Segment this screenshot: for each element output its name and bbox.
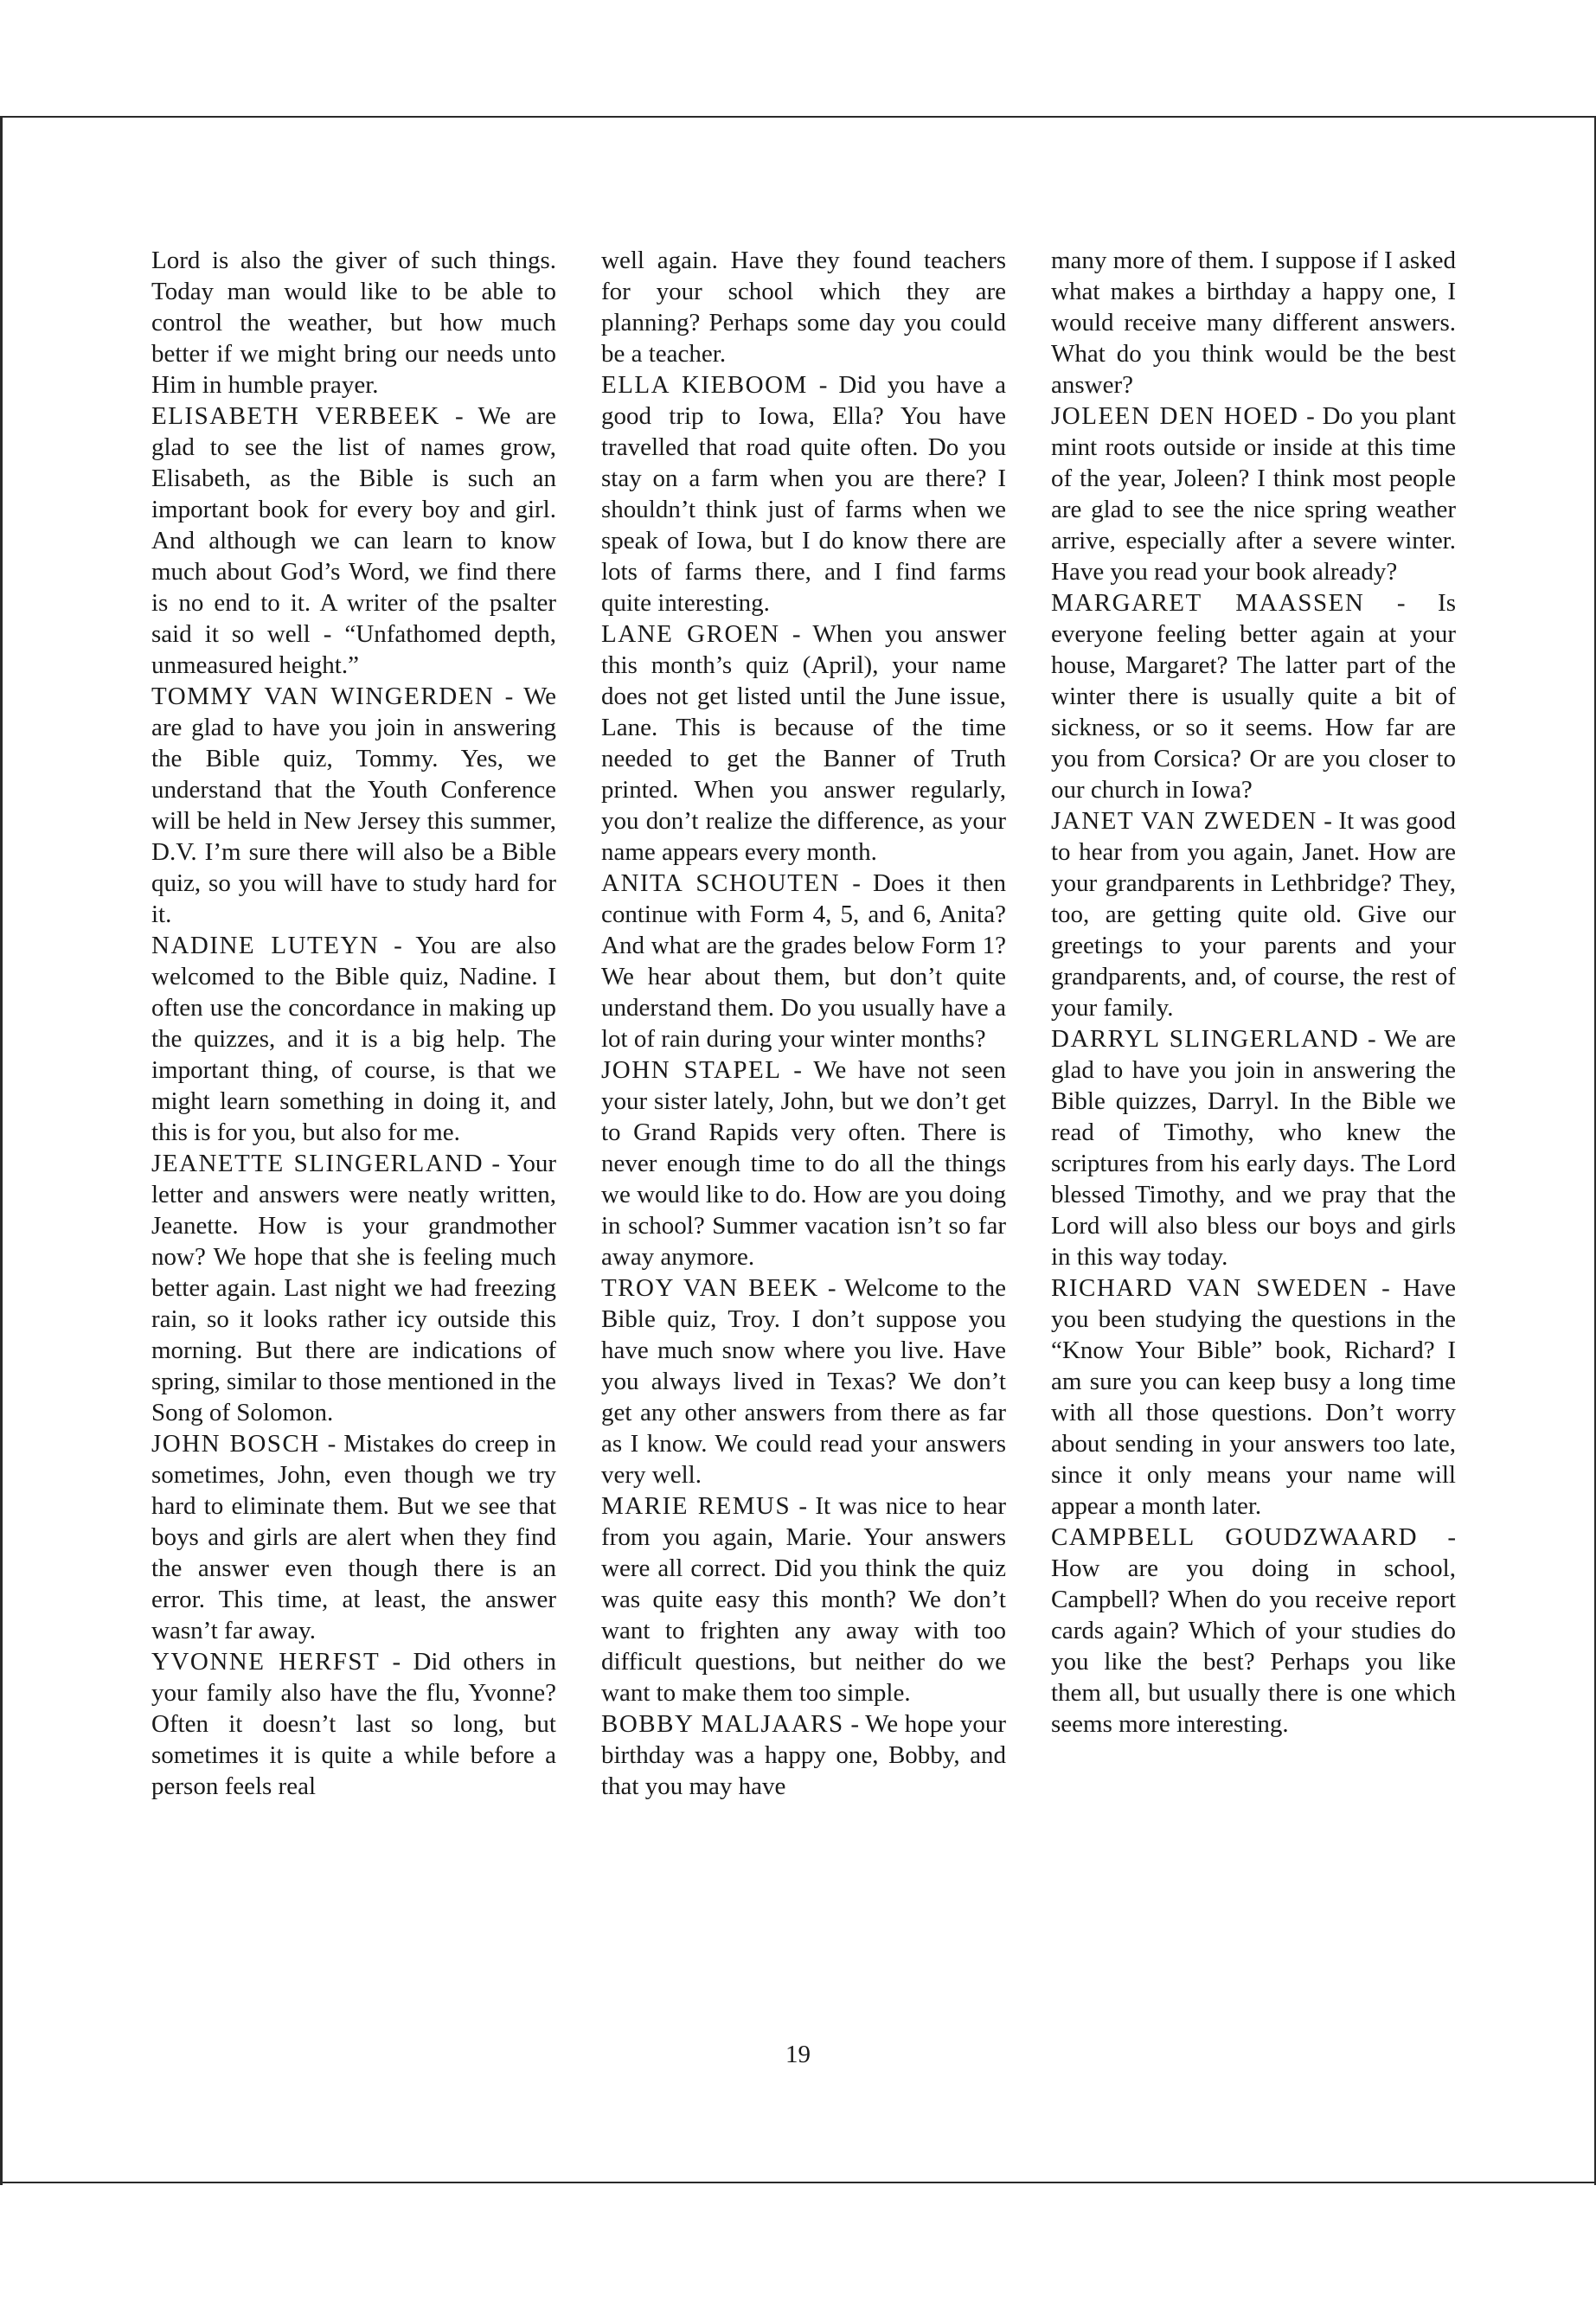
letter-entry: BOBBY MALJAARS - We hope your birthday was a happy one, Bobby, and that you may have	[601, 1710, 1006, 1800]
entry-text: Is everyone feeling better again at your house, Margaret? The latter part of the winter there is usually quite a bit of sickness, or so it seems. How far are you from Corsica? Or are you closer to our church in Iowa?	[1051, 589, 1456, 804]
entry-name: NADINE LUTEYN	[151, 932, 380, 959]
column-lead: many more of them. I suppose if I asked what makes a birthday a happy one, I would receive many different answers. What do you think would be the best answer?	[1051, 247, 1456, 399]
letter-entry: CAMPBELL GOUDZWAARD - How are you doing in school, Campbell? When do you receive report cards again? Which of your studies do you like the best? Perhaps you like them all, but usually there is one which seems more interesting.	[1051, 1523, 1456, 1738]
entry-text: You are also welcomed to the Bible quiz, Nadine. I often use the concordance in making up the quizzes, and it is a big help. The important thing, of course, is that we might learn something in doing it, and this is for you, but also for me.	[151, 932, 556, 1146]
entry-name: DARRYL SLINGERLAND	[1051, 1025, 1360, 1053]
scan-edge-bottom	[0, 2182, 1596, 2183]
letter-entry: TOMMY VAN WINGERDEN - We are glad to have you join in answering the Bible quiz, Tommy. Yes, we understand that the Youth Conference will be held in New Jersey this summer, D.V. I’m sure there will also be a Bible quiz, so you will have to study hard for it.	[151, 683, 556, 928]
entry-text: Do you plant mint roots outside or inside at this time of the year, Joleen? I think most people are glad to see the nice spring weather arrive, especially after a severe winter. Have you read your book already?	[1051, 402, 1456, 586]
letter-entry: YVONNE HERFST - Did others in your family also have the flu, Yvonne? Often it doesn’t last so long, but sometimes it is quite a while before a person feels real	[151, 1648, 556, 1800]
entry-text: How are you doing in school, Campbell? When do you receive report cards again? Which of your studies do you like the best? Perhaps you like them all, but usually there is one which seems more interesting.	[1051, 1554, 1456, 1738]
letter-entry: ELLA KIEBOOM - Did you have a good trip to Iowa, Ella? You have travelled that road quite often. Do you stay on a farm when you are there? I shouldn’t think just of farms when we speak of Iowa, but I do know there are lots of farms there, and I find farms quite interesting.	[601, 371, 1006, 617]
entry-text: When you answer this month’s quiz (April), your name does not get listed until the June issue, Lane. This is because of the time needed to get the Banner of Truth printed. When you answer regularly, you don’t realize the difference, as your name appears every month.	[601, 620, 1006, 866]
letter-entry: MARIE REMUS - It was nice to hear from you again, Marie. Your answers were all correct. Did you think the quiz was quite easy this month? We don’t want to frighten any away with too difficult questions, but neither do we want to make them too simple.	[601, 1492, 1006, 1707]
entry-text: It was nice to hear from you again, Marie. Your answers were all correct. Did you think the quiz was quite easy this month? We don’t want to frighten any away with too difficult questions, but neither do we want to make them too simple.	[601, 1492, 1006, 1707]
letter-entry: MARGARET MAASSEN - Is everyone feeling better again at your house, Margaret? The latter part of the winter there is usually quite a bit of sickness, or so it seems. How far are you from Corsica? Or are you closer to our church in Iowa?	[1051, 589, 1456, 804]
entry-text: We hope your birthday was a happy one, Bobby, and that you may have	[601, 1710, 1006, 1800]
letter-entry: JEANETTE SLINGERLAND - Your letter and answers were neatly written, Jeanette. How is your grandmother now? We hope that she is feeling much better again. Last night we had freezing rain, so it looks rather icy outside this morning. But there are indications of spring, similar to those mentioned in the Song of Solomon.	[151, 1150, 556, 1426]
entry-text: Your letter and answers were neatly written, Jeanette. How is your grandmother now? We hope that she is feeling much better again. Last night we had freezing rain, so it looks rather icy outside this morning. But there are indications of spring, similar to those mentioned in the Song of Solomon.	[151, 1150, 556, 1426]
entry-name: ANITA SCHOUTEN	[601, 869, 841, 897]
column-1	[151, 245, 556, 2032]
letter-entry: JOHN BOSCH - Mistakes do creep in sometimes, John, even though we try hard to eliminate them. But we see that boys and girls are alert when they find the answer even though there is an error. This time, at least, the answer wasn’t far away.	[151, 1430, 556, 1644]
letter-entry: RICHARD VAN SWEDEN - Have you been studying the questions in the “Know Your Bible” book, Richard? I am sure you can keep busy a long time with all those questions. Don’t worry about sending in your answers too late, since it only means your name will appear a month later.	[1051, 1274, 1456, 1520]
column-2	[601, 245, 1006, 2032]
entry-name: TOMMY VAN WINGERDEN	[151, 683, 495, 710]
entry-name: MARGARET MAASSEN	[1051, 589, 1365, 617]
entry-text: Does it then continue with Form 4, 5, and 6, Anita? And what are the grades below Form 1? We hear about them, but don’t quite understand them. Do you usually have a lot of rain during your winter months?	[601, 869, 1006, 1053]
entry-name: JOLEEN DEN HOED	[1051, 402, 1299, 430]
entry-text: Did others in your family also have the flu, Yvonne? Often it doesn’t last so long, but sometimes it is quite a while before a person feels real	[151, 1648, 556, 1800]
entry-text: It was good to hear from you again, Janet. How are your grandparents in Lethbridge? They, too, are getting quite old. Give our greetings to your parents and your grandparents, and, of course, the rest of your family.	[1051, 807, 1456, 1022]
entry-text: We are glad to have you join in answering the Bible quizzes, Darryl. In the Bible we read of Timothy, who knew the scriptures from his early days. The Lord blessed Timothy, and we pray that the Lord will also bless our boys and girls in this way today.	[1051, 1025, 1456, 1271]
entry-name: JANET VAN ZWEDEN	[1051, 807, 1317, 835]
page-body	[151, 245, 1456, 2032]
entry-name: JOHN BOSCH	[151, 1430, 320, 1458]
letter-entry: TROY VAN BEEK - Welcome to the Bible quiz, Troy. I don’t suppose you have much snow where you live. Have you always lived in Texas? We don’t get any other answers from there as far as I know. We could read your answers very well.	[601, 1274, 1006, 1489]
entry-name: MARIE REMUS	[601, 1492, 792, 1520]
column-lead: Lord is also the giver of such things. Today man would like to be able to control the weather, but how much better if we might bring our needs unto Him in humble prayer.	[151, 247, 556, 399]
letter-entry: DARRYL SLINGERLAND - We are glad to have you join in answering the Bible quizzes, Darryl. In the Bible we read of Timothy, who knew the scriptures from his early days. The Lord blessed Timothy, and we pray that the Lord will also bless our boys and girls in this way today.	[1051, 1025, 1456, 1271]
entry-text: We are glad to have you join in answering the Bible quiz, Tommy. Yes, we understand that the Youth Conference will be held in New Jersey this summer, D.V. I’m sure there will also be a Bible quiz, so you will have to study hard for it.	[151, 683, 556, 928]
scan-edge-top	[0, 116, 1596, 118]
entry-text: We have not seen your sister lately, John, but we don’t get to Grand Rapids very often. There is never enough time to do all the things we would like to do. How are you doing in school? Summer vacation isn’t so far away anymore.	[601, 1056, 1006, 1271]
entry-name: LANE GROEN	[601, 620, 780, 648]
entry-name: YVONNE HERFST	[151, 1648, 381, 1676]
letter-entry: JOLEEN DEN HOED - Do you plant mint roots outside or inside at this time of the year, Joleen? I think most people are glad to see the nice spring weather arrive, especially after a severe winter. Have you read your book already?	[1051, 402, 1456, 586]
entry-name: RICHARD VAN SWEDEN	[1051, 1274, 1369, 1302]
letter-entry: NADINE LUTEYN - You are also welcomed to the Bible quiz, Nadine. I often use the concordance in making up the quizzes, and it is a big help. The important thing, of course, is that we might learn something in doing it, and this is for you, but also for me.	[151, 932, 556, 1146]
entry-text: Welcome to the Bible quiz, Troy. I don’t suppose you have much snow where you live. Have you always lived in Texas? We don’t get any other answers from there as far as I know. We could read your answers very well.	[601, 1274, 1006, 1489]
entry-name: ELISABETH VERBEEK	[151, 402, 440, 430]
entry-text: Did you have a good trip to Iowa, Ella? You have travelled that road quite often. Do you stay on a farm when you are there? I shouldn’t think just of farms when we speak of Iowa, but I do know there are lots of farms there, and I find farms quite interesting.	[601, 371, 1006, 617]
entry-name: JOHN STAPEL	[601, 1056, 782, 1084]
letter-entry: JOHN STAPEL - We have not seen your sister lately, John, but we don’t get to Grand Rapids very often. There is never enough time to do all the things we would like to do. How are you doing in school? Summer vacation isn’t so far away anymore.	[601, 1056, 1006, 1271]
column-3	[1051, 245, 1456, 2032]
entry-text: We are glad to see the list of names grow, Elisabeth, as the Bible is such an important book for every boy and girl. And although we can learn to know much about God’s Word, we find there is no end to it. A writer of the psalter said it so well - “Unfathomed depth, unmeasured height.”	[151, 402, 556, 679]
letter-entry: ANITA SCHOUTEN - Does it then continue with Form 4, 5, and 6, Anita? And what are the grades below Form 1? We hear about them, but don’t quite understand them. Do you usually have a lot of rain during your winter months?	[601, 869, 1006, 1053]
column-lead: well again. Have they found teachers for your school which they are planning? Perhaps some day you could be a teacher.	[601, 247, 1006, 368]
entry-name: BOBBY MALJAARS	[601, 1710, 844, 1738]
entry-text: Have you been studying the questions in the “Know Your Bible” book, Richard? I am sure you can keep busy a long time with all those questions. Don’t worry about sending in your answers too late, since it only means your name will appear a month later.	[1051, 1274, 1456, 1520]
entry-name: TROY VAN BEEK	[601, 1274, 819, 1302]
entry-name: CAMPBELL GOUDZWAARD	[1051, 1523, 1419, 1551]
letter-entry: ELISABETH VERBEEK - We are glad to see the list of names grow, Elisabeth, as the Bible is such an important book for every boy and girl. And although we can learn to know much about God’s Word, we find there is no end to it. A writer of the psalter said it so well - “Unfathomed depth, unmeasured height.”	[151, 402, 556, 679]
entry-name: JEANETTE SLINGERLAND	[151, 1150, 484, 1177]
letter-entry: JANET VAN ZWEDEN - It was good to hear from you again, Janet. How are your grandparents in Lethbridge? They, too, are getting quite old. Give our greetings to your parents and your grandparents, and, of course, the rest of your family.	[1051, 807, 1456, 1022]
page-number: 19	[785, 2041, 811, 2068]
entry-name: ELLA KIEBOOM	[601, 371, 808, 399]
scan-edge-left	[0, 118, 3, 2185]
entry-text: Mistakes do creep in sometimes, John, even though we try hard to eliminate them. But we see that boys and girls are alert when they find the answer even though there is an error. This time, at least, the answer wasn’t far away.	[151, 1430, 556, 1644]
letter-entry: LANE GROEN - When you answer this month’s quiz (April), your name does not get listed until the June issue, Lane. This is because of the time needed to get the Banner of Truth printed. When you answer regularly, you don’t realize the difference, as your name appears every month.	[601, 620, 1006, 866]
